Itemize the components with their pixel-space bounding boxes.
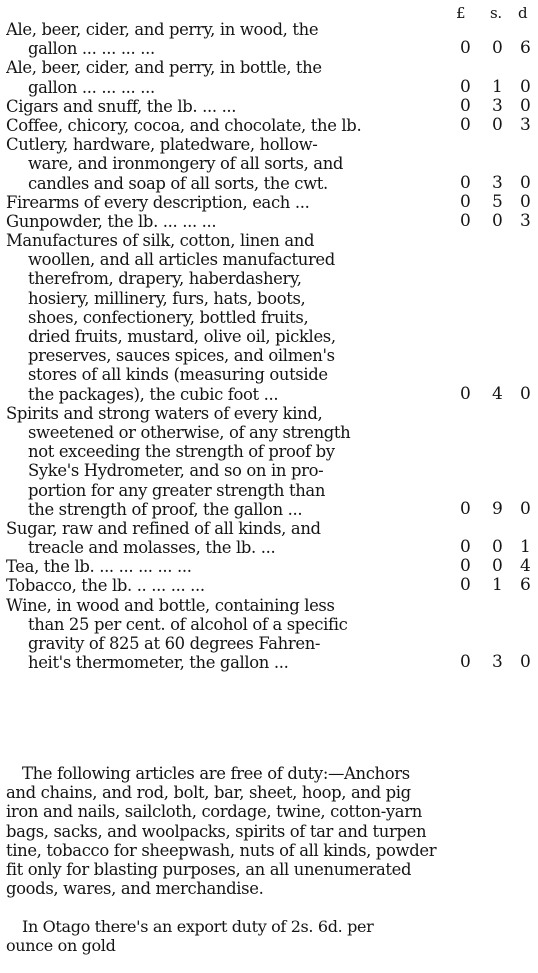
description-line: Manufactures of silk, cotton, linen and [6,231,315,251]
pounds-value: 0 [460,38,471,59]
duty-amount [454,557,538,576]
duty-row [6,231,538,404]
duty-item-description [6,576,436,595]
description-line: Gunpowder, the lb. ... ... ... [6,211,217,231]
pence-value: 0 [520,498,531,519]
description-line: shoes, confectionery, bottled fruits, [28,307,309,327]
duty-row [6,58,538,96]
paragraph-line: ounce on gold [6,936,116,956]
description-line: Cutlery, hardware, platedware, hollow- [6,135,318,155]
description-line: the packages), the cubic foot ... [28,384,279,404]
duty-amount [454,500,538,519]
duty-item-description [6,519,436,557]
duty-row [6,519,538,557]
duty-row [6,116,538,135]
pence-value: 6 [520,38,531,59]
description-line: Spirits and strong waters of every kind, [6,403,323,423]
duty-row [6,193,538,212]
paragraph-line: In Otago there's an export duty of 2s. 6d. per [22,917,374,936]
description-line: Tobacco, the lb. .. ... ... ... [6,576,205,596]
pence-value: 6 [520,575,531,596]
description-line: Ale, beer, cider, and perry, in wood, the [6,20,319,39]
description-line: sweetened or otherwise, of any strength [28,422,351,442]
shillings-value: 0 [492,210,503,231]
pence-value: 0 [520,95,531,116]
description-line: heit's thermometer, the gallon ... [28,653,289,673]
description-line: Syke's Hydrometer, and so on in pro- [28,461,324,481]
shillings-value: 4 [492,383,503,404]
duty-row [6,135,538,193]
duty-amount [454,385,538,404]
duty-item-description [6,20,436,58]
pounds-value: 0 [460,76,471,97]
pence-header: d [518,4,528,22]
description-line: gallon ... ... ... ... [28,39,155,59]
duty-amount [454,576,538,595]
pence-value: 3 [520,210,531,231]
description-line: therefrom, drapery, haberdashery, [28,269,302,289]
shillings-value: 0 [492,114,503,135]
shillings-value: 5 [492,191,503,212]
paragraph-line: tine, tobacco for sheepwash, nuts of all kinds, powder [6,840,437,860]
description-line: ware, and ironmongery of all sorts, and [28,154,344,174]
duty-item-description [6,97,436,116]
pounds-value: 0 [460,537,471,558]
pounds-value: 0 [460,556,471,577]
shillings-value: 3 [492,172,503,193]
pence-value: 1 [520,537,531,558]
shillings-value: 1 [492,575,503,596]
shillings-value: 0 [492,537,503,558]
shillings-value: 0 [492,38,503,59]
pounds-header: £ [456,4,466,22]
description-line: hosiery, millinery, furs, hats, boots, [28,288,306,308]
pence-value: 0 [520,191,531,212]
duty-table [6,20,538,672]
duty-item-description [6,193,436,212]
duty-amount [454,174,538,193]
shillings-value: 3 [492,95,503,116]
duty-amount [454,97,538,116]
duty-item-description [6,557,436,576]
duty-item-description [6,404,436,519]
duty-row [6,97,538,116]
pounds-value: 0 [460,172,471,193]
pence-value: 0 [520,76,531,97]
shillings-value: 1 [492,76,503,97]
paragraph-line: The following articles are free of duty:—Anchors [22,764,410,783]
duty-amount [454,193,538,212]
duty-item-description [6,212,436,231]
pounds-value: 0 [460,498,471,519]
pence-value: 3 [520,114,531,135]
description-line: dried fruits, mustard, olive oil, pickles, [28,327,336,346]
pounds-value: 0 [460,210,471,231]
description-line: Tea, the lb. ... ... ... ... ... [6,557,192,577]
description-line: preserves, sauces spices, and oilmen's [28,346,335,366]
duty-item-description [6,58,436,96]
duty-row [6,557,538,576]
duty-amount [454,538,538,557]
shillings-header: s. [490,4,502,22]
description-line: Sugar, raw and refined of all kinds, and [6,518,321,538]
shillings-value: 0 [492,556,503,577]
description-line: than 25 per cent. of alcohol of a specific [28,614,348,634]
description-line: stores of all kinds (measuring outside [28,365,328,385]
pence-value: 0 [520,172,531,193]
description-line: candles and soap of all sorts, the cwt. [28,173,328,193]
free-articles-paragraph [6,764,530,898]
paragraph-line: fit only for blasting purposes, an all unenumerated [6,859,412,879]
pounds-value: 0 [460,191,471,212]
paragraph-line: goods, wares, and merchandise. [6,879,264,899]
description-line: Cigars and snuff, the lb. ... ... [6,96,237,116]
description-line: Ale, beer, cider, and perry, in bottle, the [6,58,322,78]
duty-item-description [6,135,436,193]
duty-amount [454,39,538,58]
duty-amount [454,653,538,672]
duty-item-description [6,116,436,135]
duty-item-description [6,231,436,404]
pounds-value: 0 [460,575,471,596]
duty-row [6,404,538,519]
description-line: portion for any greater strength than [28,480,326,500]
pence-value: 4 [520,556,531,577]
description-line: gallon ... ... ... ... [28,77,155,97]
pence-value: 0 [520,383,531,404]
duty-row [6,212,538,231]
duty-row [6,596,538,673]
description-line: woollen, and all articles manufactured [28,250,335,270]
description-line: gravity of 825 at 60 degrees Fahren- [28,634,321,653]
paragraph-line: and chains, and rod, bolt, bar, sheet, hoop, and pig [6,783,411,803]
duty-amount [454,78,538,97]
export-duty-paragraph [6,917,530,955]
description-line: Coffee, chicory, cocoa, and chocolate, the lb. [6,115,362,135]
pence-value: 0 [520,652,531,673]
description-line: the strength of proof, the gallon ... [28,499,303,519]
pounds-value: 0 [460,95,471,116]
pounds-value: 0 [460,652,471,673]
shillings-value: 9 [492,498,503,519]
duty-row [6,576,538,595]
paragraph-line: bags, sacks, and woolpacks, spirits of tar and turpen [6,821,427,841]
description-line: treacle and molasses, the lb. ... [28,538,276,558]
paragraph-line: iron and nails, sailcloth, cordage, twine, cotton-yarn [6,802,422,822]
pounds-value: 0 [460,383,471,404]
shillings-value: 3 [492,652,503,673]
description-line: Wine, in wood and bottle, containing less [6,595,335,615]
duty-amount [454,212,538,231]
duty-row [6,20,538,58]
duty-item-description [6,596,436,673]
pounds-value: 0 [460,114,471,135]
description-line: Firearms of every description, each ... [6,192,310,212]
duty-amount [454,116,538,135]
description-line: not exceeding the strength of proof by [28,442,335,462]
